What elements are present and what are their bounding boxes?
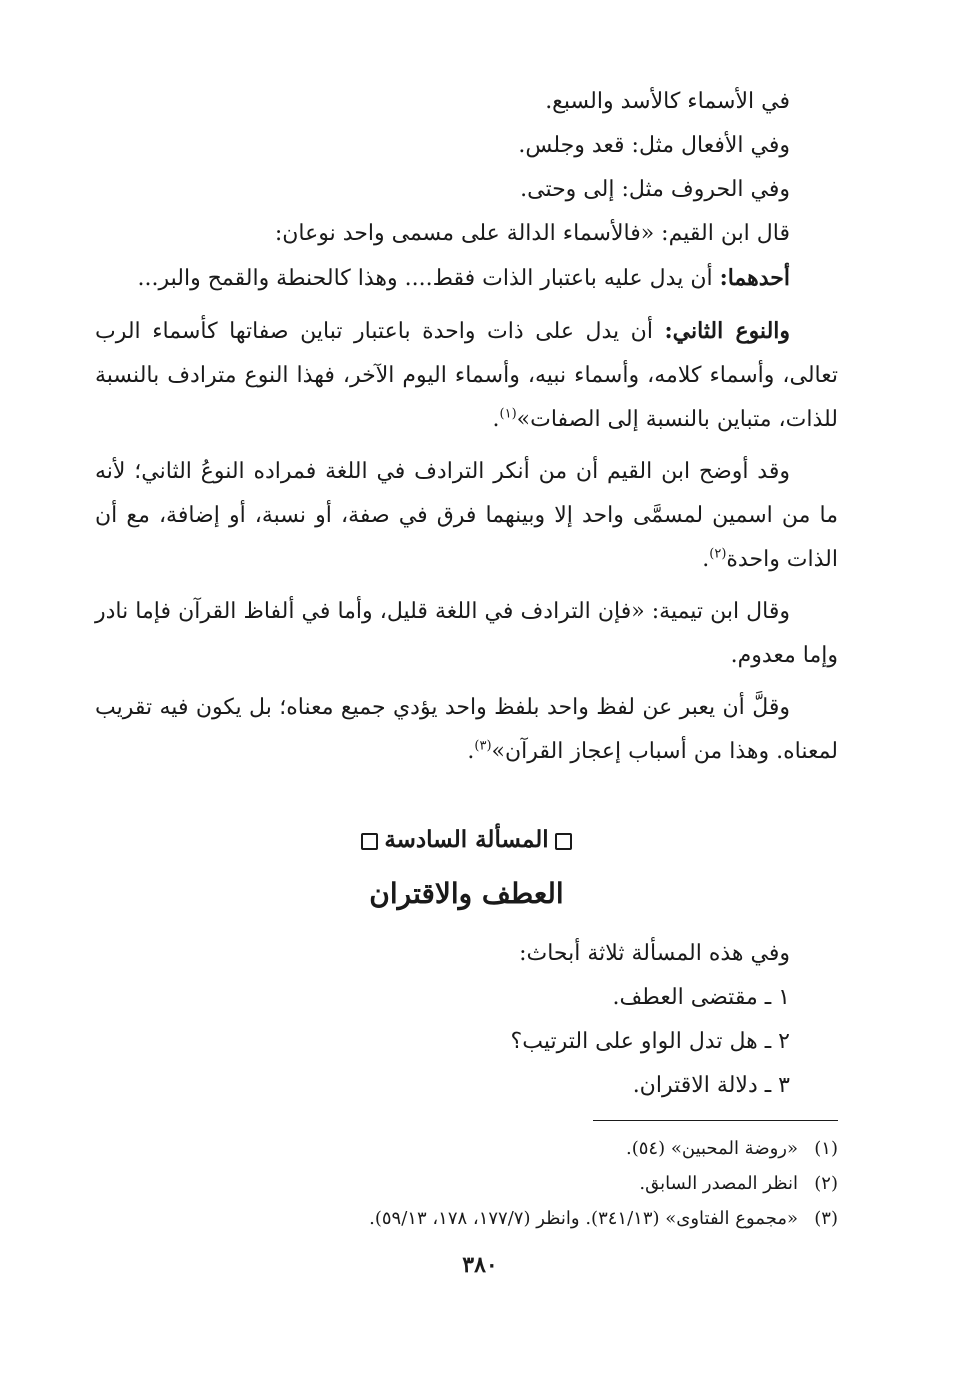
paragraph-ibn-taymiyya: وقال ابن تيمية: «فإن الترادف في اللغة قليل، وأما في ألفاظ القرآن فإما نادر وإما معدوم.	[95, 599, 838, 668]
square-ornament-icon	[361, 833, 378, 850]
list-item: ١ ـ مقتضى العطف.	[612, 985, 790, 1010]
paragraph-lead: أحدهما:	[719, 265, 790, 291]
section-heading: العطف والاقتران	[369, 877, 564, 910]
text-line: في الأسماء كالأسد والسبع.	[545, 89, 790, 114]
main-text	[95, 80, 838, 1236]
text-line: وفي الحروف مثل: إلى وحتى.	[520, 177, 790, 202]
sentence-end: .	[702, 547, 710, 572]
paragraph-text: أن يدل على ذات واحدة باعتبار تباين صفاتها كأسماء الرب تعالى، وأسماء كلامه، وأسماء نبيه، وأسماء اليوم الآخر، فهذا النوع مترادف بالنسبة للذات، متباين بالنسبة إلى الصفات»	[95, 319, 838, 432]
paragraph-ibn-qayyim	[95, 450, 838, 582]
sentence-end: .	[492, 407, 500, 432]
topic-list	[95, 932, 838, 1108]
text-line: وفي الأفعال مثل: قعد وجلس.	[518, 133, 790, 158]
footnote-number: (٣)	[814, 1208, 838, 1229]
page-number: ٣٨٠	[462, 1252, 498, 1278]
footnote-text: «روضة المحبين» (٥٤).	[626, 1138, 798, 1159]
footnotes	[95, 1131, 838, 1236]
paragraph-text: وقد أوضح ابن القيم أن من أنكر الترادف في اللغة فمراده النوعُ الثاني؛ لأنه ما من اسمين لمسمَّى واحد إلا وبينهما فرق في صفة، أو نسبة، أو إضافة، مع أن الذات واحدة	[95, 459, 838, 572]
footnote-ref: (٢)	[709, 546, 727, 562]
footnote-number: (٢)	[814, 1173, 838, 1194]
footnote	[95, 1166, 838, 1201]
footnote-ref: (١)	[499, 406, 517, 422]
text-line: قال ابن القيم: «فالأسماء الدالة على مسمى واحد نوعان:	[274, 221, 790, 246]
paragraph-first-type	[95, 256, 838, 301]
section-label-text: المسألة السادسة	[384, 826, 549, 853]
paragraph-quran	[95, 686, 838, 774]
footnote-text: «مجموع الفتاوى» (٣٤١/١٣). وانظر (١٧٧/٧، ١٧٨، ٥٩/١٣).	[369, 1208, 798, 1229]
list-intro: وفي هذه المسألة ثلاثة أبحاث:	[519, 941, 790, 966]
footnote	[95, 1131, 838, 1166]
paragraph-text: أن يدل عليه باعتبار الذات فقط.... وهذا كالحنطة والقمح والبر...	[137, 266, 720, 291]
paragraph-text: وقلَّ أن يعبر عن لفظ واحد بلفظ واحد يؤدي جميع معناه؛ بل يكون فيه تقريب لمعناه. وهذا من أسباب إعجاز القرآن»	[95, 695, 838, 764]
section-label	[95, 820, 838, 860]
footnote-number: (١)	[814, 1138, 838, 1159]
footnote-ref: (٣)	[474, 738, 492, 754]
list-item: ٣ ـ دلالة الاقتران.	[632, 1073, 790, 1098]
square-ornament-icon	[555, 833, 572, 850]
footnote	[95, 1201, 838, 1236]
list-item: ٢ ـ هل تدل الواو على الترتيب؟	[510, 1029, 790, 1054]
paragraph-lead: والنوع الثاني:	[664, 318, 791, 344]
paragraph-second-type	[95, 309, 838, 442]
footnote-divider	[593, 1120, 838, 1121]
footnote-text: انظر المصدر السابق.	[639, 1173, 798, 1194]
sentence-end: .	[467, 739, 475, 764]
